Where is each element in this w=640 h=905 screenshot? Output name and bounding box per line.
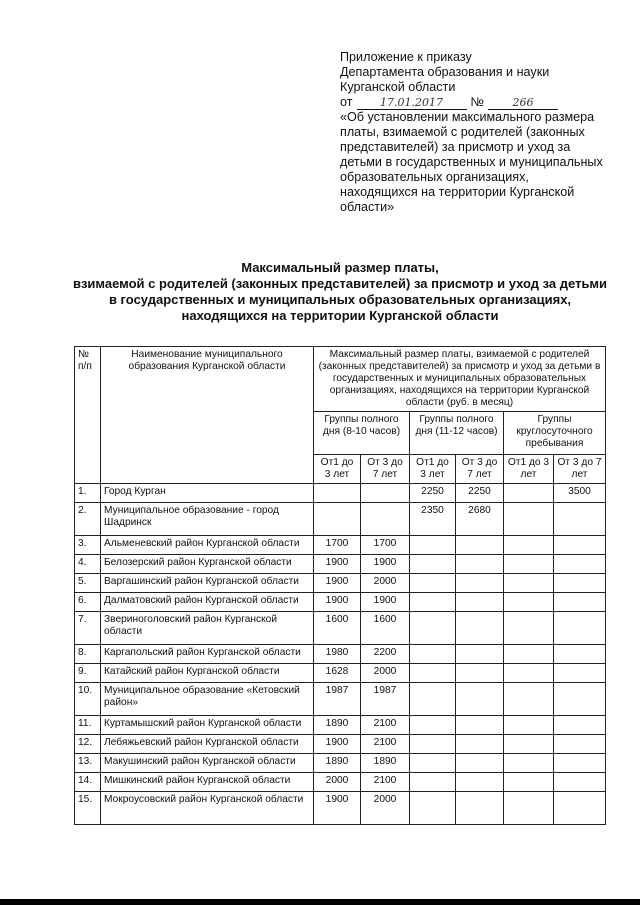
- row-fee-value: [361, 484, 410, 503]
- row-fee-value: 2200: [361, 645, 410, 664]
- number-prefix: №: [470, 95, 485, 109]
- table-row: [75, 773, 606, 792]
- annex-line-1: Приложение к приказу: [340, 50, 472, 64]
- row-fee-value: [504, 754, 554, 773]
- row-fee-value: [554, 754, 606, 773]
- row-fee-value: [456, 593, 504, 612]
- row-fee-value: [554, 716, 606, 735]
- row-fee-value: 2350: [410, 503, 456, 536]
- table-row: [75, 612, 606, 645]
- row-fee-value: [410, 773, 456, 792]
- row-fee-value: 1890: [361, 754, 410, 773]
- document-title: [60, 260, 620, 324]
- row-fee-value: [504, 773, 554, 792]
- row-fee-value: 1628: [314, 664, 361, 683]
- row-fee-value: 1980: [314, 645, 361, 664]
- row-number: 5.: [75, 574, 101, 593]
- row-fee-value: [504, 735, 554, 754]
- row-fee-value: [504, 683, 554, 716]
- row-fee-value: [456, 612, 504, 645]
- title-line-1: Максимальный размер платы,: [241, 260, 439, 275]
- annex-description: «Об установлении максимального размера платы, взимаемой с родителей (законных представителей) за присмотр и уход за детьми в государственных и муниципальных образовательных организациях, находящихся на территории Курганской области»: [340, 110, 603, 214]
- row-fee-value: [456, 536, 504, 555]
- row-fee-value: [410, 555, 456, 574]
- row-number: 4.: [75, 555, 101, 574]
- row-fee-value: [504, 792, 554, 825]
- row-number: 11.: [75, 716, 101, 735]
- header-max-fee: Максимальный размер платы, взимаемой с родителей (законных представителей) за присмотр и уход за детьми в государственных и муниципальных образовательных организациях, находящихся на территории Курганской области (руб. в месяц): [314, 347, 606, 412]
- row-fee-value: [456, 735, 504, 754]
- row-number: 10.: [75, 683, 101, 716]
- row-fee-value: 2000: [314, 773, 361, 792]
- row-fee-value: 2680: [456, 503, 504, 536]
- table-row: [75, 792, 606, 825]
- row-fee-value: [504, 716, 554, 735]
- row-fee-value: 1890: [314, 716, 361, 735]
- table-body: [75, 484, 606, 825]
- row-municipality-name: Катайский район Курганской области: [101, 664, 314, 683]
- row-fee-value: [554, 593, 606, 612]
- row-fee-value: [504, 503, 554, 536]
- row-municipality-name: Варгашинский район Курганской области: [101, 574, 314, 593]
- row-fee-value: [410, 645, 456, 664]
- row-fee-value: [456, 716, 504, 735]
- row-fee-value: [456, 773, 504, 792]
- row-fee-value: [410, 683, 456, 716]
- row-fee-value: [410, 574, 456, 593]
- table-row: [75, 574, 606, 593]
- row-fee-value: [554, 645, 606, 664]
- table-row: [75, 664, 606, 683]
- table-row: [75, 503, 606, 536]
- row-fee-value: [504, 536, 554, 555]
- row-municipality-name: Мишкинский район Курганской области: [101, 773, 314, 792]
- row-number: 9.: [75, 664, 101, 683]
- row-fee-value: 2000: [361, 792, 410, 825]
- table-row: [75, 484, 606, 503]
- table-row: [75, 536, 606, 555]
- handwritten-number: 266: [488, 97, 558, 110]
- row-fee-value: 2100: [361, 735, 410, 754]
- row-number: 15.: [75, 792, 101, 825]
- row-fee-value: [410, 792, 456, 825]
- row-fee-value: 1890: [314, 754, 361, 773]
- row-municipality-name: Муниципальное образование «Кетовский район»: [101, 683, 314, 716]
- row-fee-value: 1900: [361, 555, 410, 574]
- row-fee-value: [456, 792, 504, 825]
- annex-line-2: Департамента образования и науки: [340, 65, 550, 79]
- row-fee-value: 3500: [554, 484, 606, 503]
- row-fee-value: 2000: [361, 574, 410, 593]
- header-name: Наименование муниципального образования Курганской области: [101, 347, 314, 484]
- header-group-8-10: Группы полного дня (8-10 часов): [314, 412, 410, 455]
- row-fee-value: [410, 716, 456, 735]
- header-age-3-7: От 3 до 7 лет: [554, 455, 606, 484]
- header-age-3-7: От 3 до 7 лет: [456, 455, 504, 484]
- row-fee-value: [554, 792, 606, 825]
- row-number: 1.: [75, 484, 101, 503]
- row-fee-value: [410, 536, 456, 555]
- row-fee-value: [504, 574, 554, 593]
- row-fee-value: [410, 593, 456, 612]
- row-fee-value: [554, 574, 606, 593]
- header-age-3-7: От 3 до 7 лет: [361, 455, 410, 484]
- table-row: [75, 735, 606, 754]
- row-municipality-name: Макушинский район Курганской области: [101, 754, 314, 773]
- row-fee-value: [456, 754, 504, 773]
- row-fee-value: [361, 503, 410, 536]
- row-fee-value: [554, 555, 606, 574]
- table-row: [75, 645, 606, 664]
- row-fee-value: 2250: [456, 484, 504, 503]
- row-number: 2.: [75, 503, 101, 536]
- row-fee-value: 1700: [361, 536, 410, 555]
- date-prefix: от: [340, 95, 353, 109]
- row-fee-value: 2100: [361, 716, 410, 735]
- row-fee-value: [410, 754, 456, 773]
- row-municipality-name: Мокроусовский район Курганской области: [101, 792, 314, 825]
- table-row: [75, 716, 606, 735]
- row-fee-value: 1987: [314, 683, 361, 716]
- row-fee-value: [504, 612, 554, 645]
- row-fee-value: [554, 536, 606, 555]
- row-municipality-name: Белозерский район Курганской области: [101, 555, 314, 574]
- row-fee-value: [456, 574, 504, 593]
- row-fee-value: [554, 503, 606, 536]
- row-fee-value: [314, 503, 361, 536]
- row-municipality-name: Лебяжьевский район Курганской области: [101, 735, 314, 754]
- row-fee-value: 1900: [314, 735, 361, 754]
- row-fee-value: 1900: [361, 593, 410, 612]
- row-fee-value: [554, 735, 606, 754]
- title-line-3: в государственных и муниципальных образовательных организациях,: [108, 292, 572, 307]
- row-fee-value: [554, 773, 606, 792]
- row-municipality-name: Звериноголовский район Курганской области: [101, 612, 314, 645]
- row-number: 8.: [75, 645, 101, 664]
- annex-line-3: Курганской области: [340, 80, 456, 94]
- row-fee-value: [554, 683, 606, 716]
- row-number: 7.: [75, 612, 101, 645]
- row-fee-value: 1900: [314, 593, 361, 612]
- table-row: [75, 754, 606, 773]
- fee-table: [74, 346, 606, 825]
- row-fee-value: 1600: [361, 612, 410, 645]
- row-fee-value: [554, 612, 606, 645]
- row-fee-value: [504, 555, 554, 574]
- row-fee-value: 1700: [314, 536, 361, 555]
- row-fee-value: 1900: [314, 555, 361, 574]
- table-row: [75, 593, 606, 612]
- row-fee-value: [504, 484, 554, 503]
- handwritten-date: 17.01.2017: [357, 97, 467, 110]
- row-fee-value: [314, 484, 361, 503]
- row-fee-value: 1900: [314, 574, 361, 593]
- row-fee-value: 1900: [314, 792, 361, 825]
- title-line-2: взимаемой с родителей (законных представителей) за присмотр и уход за детьми: [72, 276, 608, 291]
- row-fee-value: 2100: [361, 773, 410, 792]
- row-fee-value: [456, 683, 504, 716]
- annex-block: [340, 50, 610, 215]
- row-fee-value: [456, 645, 504, 664]
- row-municipality-name: Далматовский район Курганской области: [101, 593, 314, 612]
- row-fee-value: [504, 664, 554, 683]
- row-fee-value: [410, 612, 456, 645]
- row-fee-value: [504, 593, 554, 612]
- header-group-round-clock: Группы круглосуточного пребывания: [504, 412, 606, 455]
- row-fee-value: [410, 735, 456, 754]
- row-fee-value: 2000: [361, 664, 410, 683]
- row-fee-value: [504, 645, 554, 664]
- row-number: 6.: [75, 593, 101, 612]
- row-number: 14.: [75, 773, 101, 792]
- table-row: [75, 683, 606, 716]
- annex-date-line: [340, 95, 610, 110]
- row-municipality-name: Каргапольский район Курганской области: [101, 645, 314, 664]
- row-fee-value: [410, 664, 456, 683]
- table-row: [75, 555, 606, 574]
- row-fee-value: 1987: [361, 683, 410, 716]
- row-fee-value: [554, 664, 606, 683]
- row-number: 3.: [75, 536, 101, 555]
- row-municipality-name: Город Курган: [101, 484, 314, 503]
- row-municipality-name: Муниципальное образование - город Шадринск: [101, 503, 314, 536]
- header-row-1: [75, 347, 606, 412]
- row-fee-value: [456, 555, 504, 574]
- header-age-1-3: От1 до 3 лет: [504, 455, 554, 484]
- header-age-1-3: От1 до 3 лет: [314, 455, 361, 484]
- header-age-1-3: От1 до 3 лет: [410, 455, 456, 484]
- row-municipality-name: Куртамышский район Курганской области: [101, 716, 314, 735]
- row-fee-value: [456, 664, 504, 683]
- row-fee-value: 1600: [314, 612, 361, 645]
- header-group-11-12: Группы полного дня (11-12 часов): [410, 412, 504, 455]
- row-number: 12.: [75, 735, 101, 754]
- title-line-4: находящихся на территории Курганской области: [181, 308, 499, 323]
- header-num: № п/п: [75, 347, 101, 484]
- row-number: 13.: [75, 754, 101, 773]
- row-municipality-name: Альменевский район Курганской области: [101, 536, 314, 555]
- row-fee-value: 2250: [410, 484, 456, 503]
